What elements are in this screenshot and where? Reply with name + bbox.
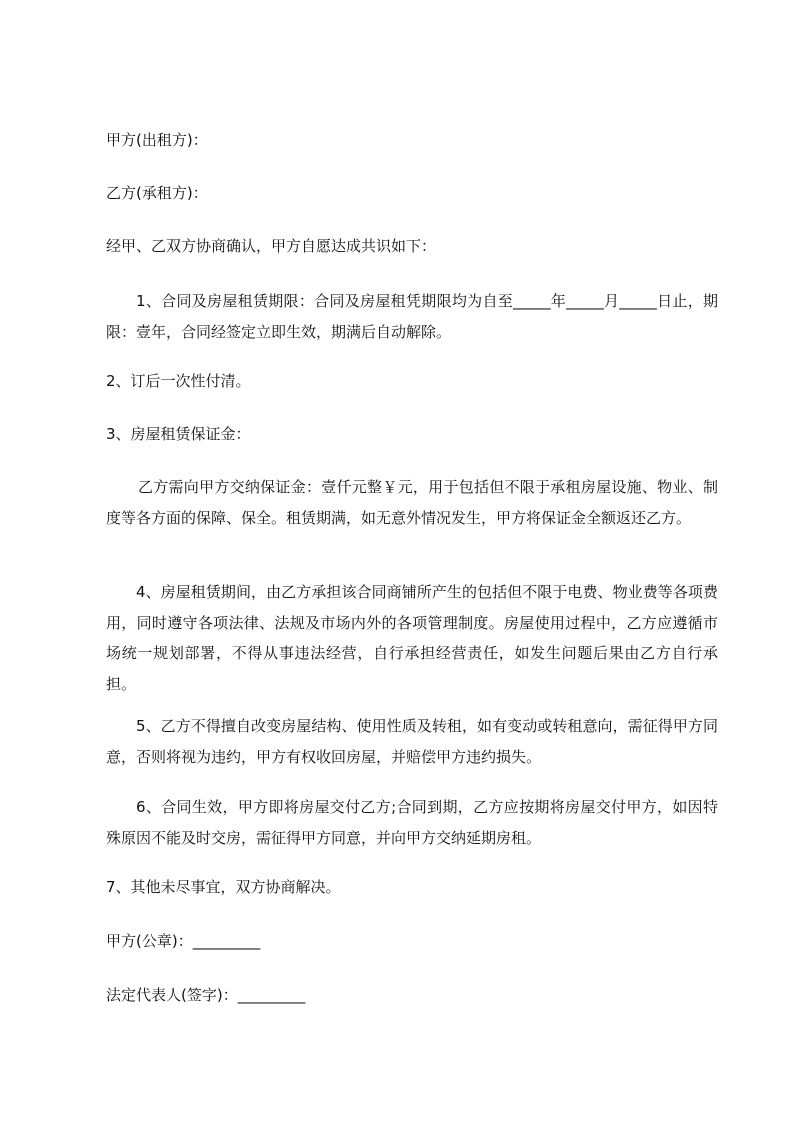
clause-5: 5、乙方不得擅自改变房屋结构、使用性质及转租，如有变动或转租意向，需征得甲方同意，否则将视为违约，甲方有权收回房屋，并赔偿甲方违约损失。: [106, 717, 718, 766]
party-a-label: 甲方(出租方)：: [106, 131, 208, 149]
clause-7: 7、其他未尽事宜，双方协商解决。: [106, 878, 341, 896]
clause-1: 1、合同及房屋租赁期限：合同及房屋租凭期限均为自至_____年_____月_____日止，期限：壹年，合同经签定立即生效，期满后自动解除。: [106, 292, 718, 341]
clause-2: 2、订后一次性付清。: [106, 372, 251, 390]
intro-text: 经甲、乙双方协商确认，甲方自愿达成共识如下：: [106, 237, 437, 255]
clause-4: 4、房屋租赁期间，由乙方承担该合同商铺所产生的包括但不限于电费、物业费等各项费用，同时遵守各项法律、法规及市场内外的各项管理制度。房屋使用过程中，乙方应遵循市场统一规划部署，不得从事违法经营，自行承担经营责任，如发生问题后果由乙方自行承担。: [106, 583, 718, 693]
party-a-seal-line: 甲方(公章)：_________: [106, 932, 261, 950]
party-b-label: 乙方(承租方)：: [106, 184, 208, 202]
clause-3-body: 乙方需向甲方交纳保证金：壹仟元整￥元，用于包括但不限于承租房屋设施、物业、制度等各方面的保障、保全。租赁期满，如无意外情况发生，甲方将保证金全额返还乙方。: [106, 478, 718, 527]
clause-6: 6、合同生效，甲方即将房屋交付乙方;合同到期，乙方应按期将房屋交付甲方，如因特殊原因不能及时交房，需征得甲方同意，并向甲方交纳延期房租。: [106, 798, 718, 847]
legal-representative-line: 法定代表人(签字)：_________: [106, 986, 306, 1004]
clause-3-title: 3、房屋租赁保证金：: [106, 425, 251, 443]
